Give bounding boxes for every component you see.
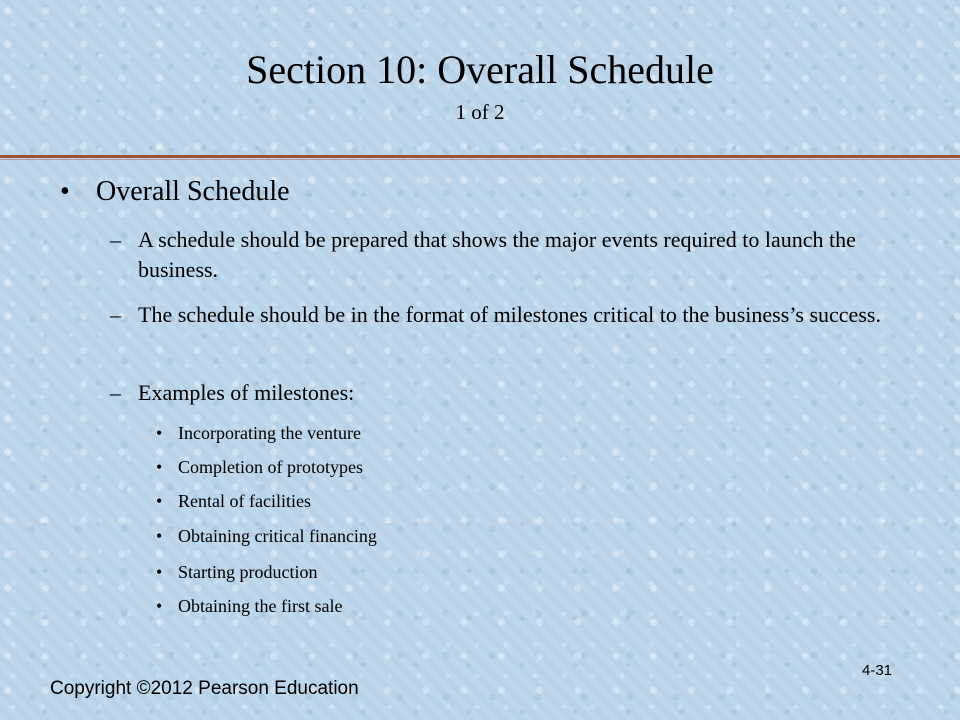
dash-icon: – <box>110 302 121 327</box>
slide-title: Section 10: Overall Schedule <box>246 47 714 92</box>
slide-subtitle: 1 of 2 <box>455 100 505 124</box>
milestone-text: Obtaining critical financing <box>178 526 377 546</box>
sub-point-format <box>110 300 890 330</box>
milestone-text: Completion of prototypes <box>178 457 363 477</box>
milestone-text: Starting production <box>178 562 318 582</box>
title-divider <box>0 155 960 158</box>
sub-point-text: A schedule should be prepared that shows the major events required to launch the business. <box>138 227 856 282</box>
bullet-icon: • <box>156 562 163 582</box>
milestone-text: Incorporating the venture <box>178 423 361 443</box>
sub-point-examples <box>110 378 890 408</box>
sub-point-schedule <box>110 225 890 285</box>
bullet-heading: Overall Schedule <box>96 176 290 207</box>
dash-icon: – <box>110 227 121 252</box>
sub-point-text: The schedule should be in the format of milestones critical to the business’s success. <box>138 302 881 327</box>
title-divider-shadow <box>0 159 960 160</box>
page-number: 4-31 <box>862 662 893 679</box>
milestone-text: Obtaining the first sale <box>178 596 343 616</box>
copyright-footer: Copyright ©2012 Pearson Education <box>50 678 359 699</box>
bullet-icon: • <box>156 491 163 511</box>
bullet-icon: • <box>60 176 70 207</box>
sub-point-text: Examples of milestones: <box>138 380 355 405</box>
milestone-text: Rental of facilities <box>178 491 311 511</box>
bullet-icon: • <box>156 596 163 616</box>
bullet-icon: • <box>156 457 163 477</box>
bullet-icon: • <box>156 423 163 443</box>
bullet-icon: • <box>156 526 163 546</box>
dash-icon: – <box>110 380 121 405</box>
